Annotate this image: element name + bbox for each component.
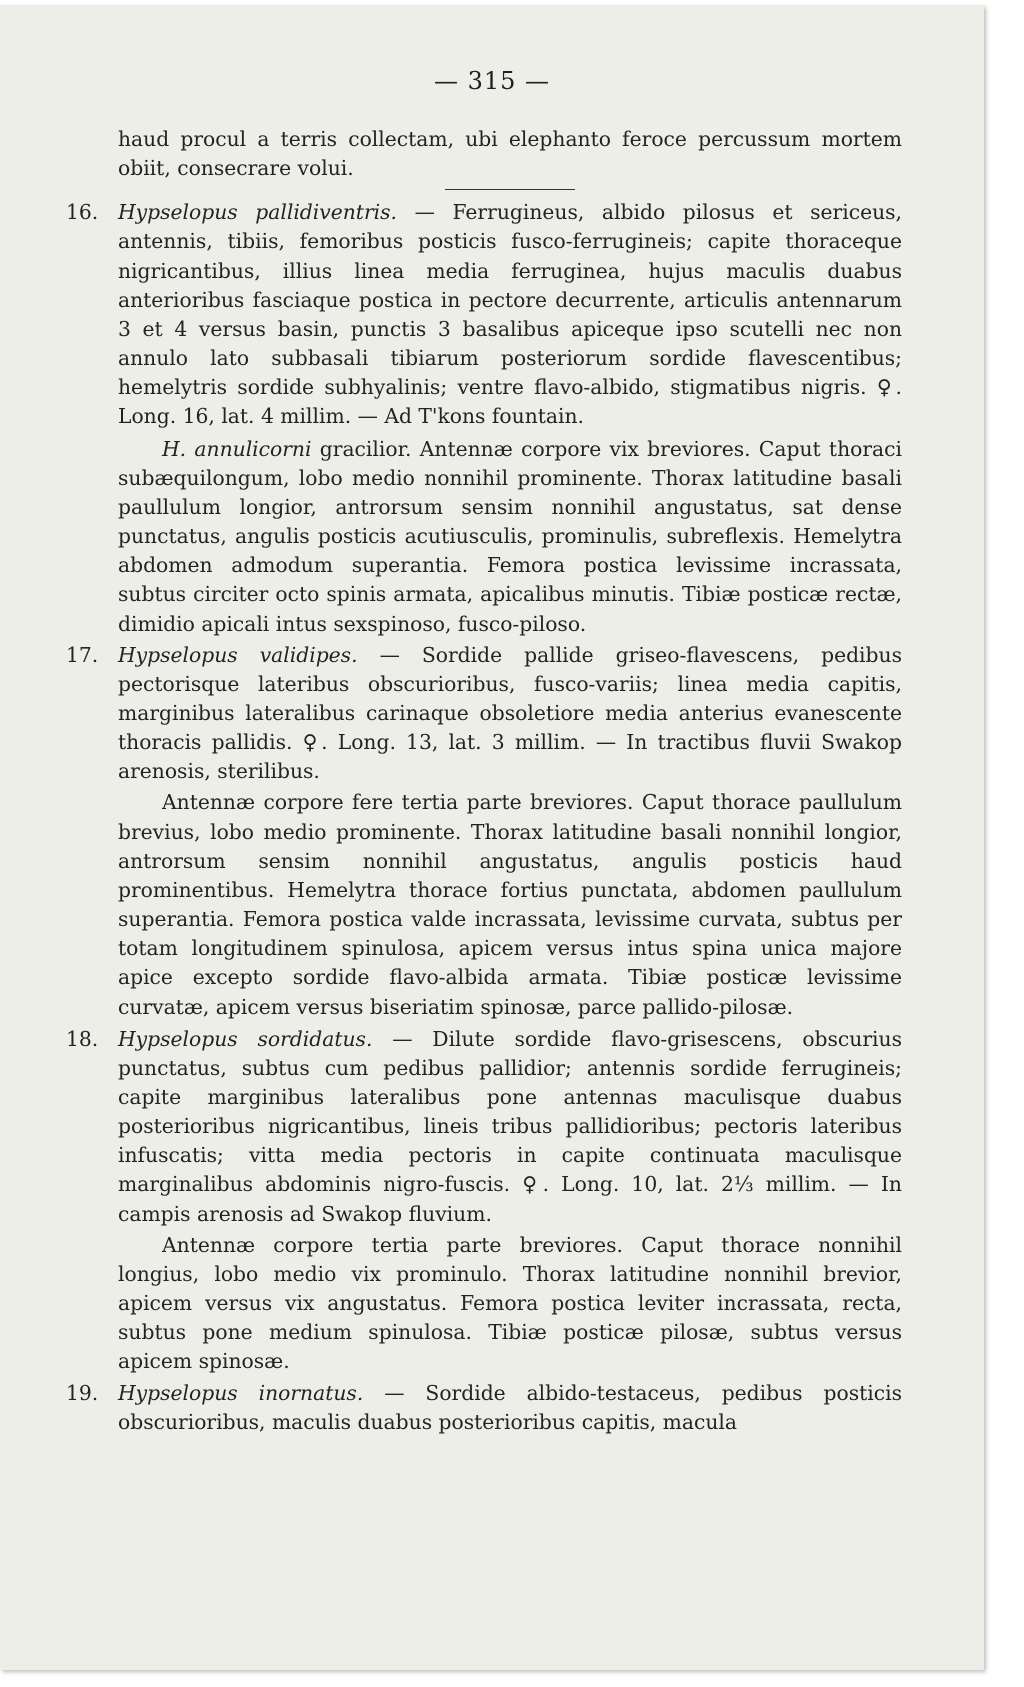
species-name: Hypselopus validipes. [118,642,358,667]
species-name: Hypselopus pallidiventris. [118,200,397,225]
species-name: Hypselopus inornatus. [118,1380,364,1405]
separator-rule [445,189,575,190]
entry-19 [66,1379,903,1437]
paragraph-text: — Dilute sordide flavo-grisescens, obscurius punctatus, subtus cum pedibus pallidior; antennis sordide ferrugineis; capite marginibus lateralibus pone antennas maculisque duabus posterioribus nigricantibus, lineis tribus pallidioribus; pectoris lateribus infuscatis; vitta media pectoris in capite continuata maculisque marginalibus abdominis nigro-fuscis. ♀. Long. 10, lat. 2⅓ millim. — In campis arenosis ad Swakop fluvium. [118,1026,902,1226]
text-body [66,125,903,1437]
paragraph-text: Antennæ corpore tertia parte breviores. Caput thorace nonnihil longius, lobo medio vix prominulo. Thorax latitudine nonnihil brevior, apicem versus vix angustatus. Femora postica leviter incrassata, recta, subtus pone medium spinulosa. Tibiæ posticæ pilosæ, subtus versus apicem spinosæ. [118,1232,902,1374]
paragraph-text: — Sordide albido-testaceus, pedibus posticis obscurioribus, maculis duabus posterioribus capitis, macula [118,1380,903,1434]
species-reference: H. annulicorni [162,436,312,461]
paragraph-text: gracilior. Antennæ corpore vix breviores. Caput thoraci subæquilongum, lobo medio nonnihil prominente. Thorax latitudine basali paullulum longior, antrorsum sensim nonnihil angustatus, sat dense punctatus, angulis posticis acutiusculis, prominulis, subreflexis. Hemelytra abdomen admodum superantia. Femora postica levissime incrassata, subtus circiter octo spinis armata, apicalibus minutis. Tibiæ posticæ rectæ, dimidio apicali intus sexspinoso, fusco-piloso. [118,436,902,636]
document-page [0,5,984,1670]
entry-17 [66,641,902,787]
paragraph-continuation [118,125,902,183]
entry-16 [66,198,902,431]
paragraph-text: — Ferrugineus, albido pilosus et sericeus, antennis, tibiis, femoribus posticis fusco-ferrugineis; capite thoraceque nigricantibus, illius linea media ferruginea, hujus maculis duabus anterioribus fasciaque postica in pectore decurrente, articulis antennarum 3 et 4 versus basin, punctis 3 basalibus apiceque ipso scutelli nec non annulo lato subbasali tibiarum posteriorum sordide flavescentibus; hemelytris sordide subhyalinis; ventre flavo-albido, stigmatibus nigris. ♀. Long. 16, lat. 4 millim. — Ad T'kons fountain. [118,200,902,429]
paragraph-text: haud procul a terris collectam, ubi elephanto feroce percussum mortem obiit, consecrare volui. [118,127,902,181]
paragraph-text: Antennæ corpore fere tertia parte breviores. Caput thorace paullulum brevius, lobo medio prominente. Thorax latitudine basali nonnihil longior, antrorsum sensim nonnihil angustatus, angulis posticis haud prominentibus. Hemelytra thorace fortius punctata, abdomen paullulum superantia. Femora postica valde incrassata, levissime curvata, subtus per totam longitudinem spinulosa, apicem versus intus spina unica majore apice excepto sordide flavo-albida armata. Tibiæ posticæ levissime curvatæ, apicem versus biseriatim spinosæ, parce pallido-pilosæ. [118,790,902,1019]
entry-number: 16. [66,200,99,225]
entry-number: 17. [66,642,99,667]
page-number: — 315 — [433,67,551,95]
entry-number: 19. [66,1380,99,1405]
species-name: Hypselopus sordidatus. [118,1026,373,1051]
entry-16-description [118,435,902,639]
entry-17-description [118,788,902,1021]
entry-number: 18. [66,1026,99,1051]
paragraph-text: — Sordide pallide griseo-flavescens, pedibus pectorisque lateribus obscurioribus, fusco-variis; linea media capitis, marginibus lateralibus carinaque obsoletiore media anterius evanescente thoracis pallidis. ♀. Long. 13, lat. 3 millim. — In tractibus fluvii Swakop arenosis, sterilibus. [118,642,902,784]
entry-18 [66,1025,902,1229]
entry-18-description [118,1231,902,1377]
